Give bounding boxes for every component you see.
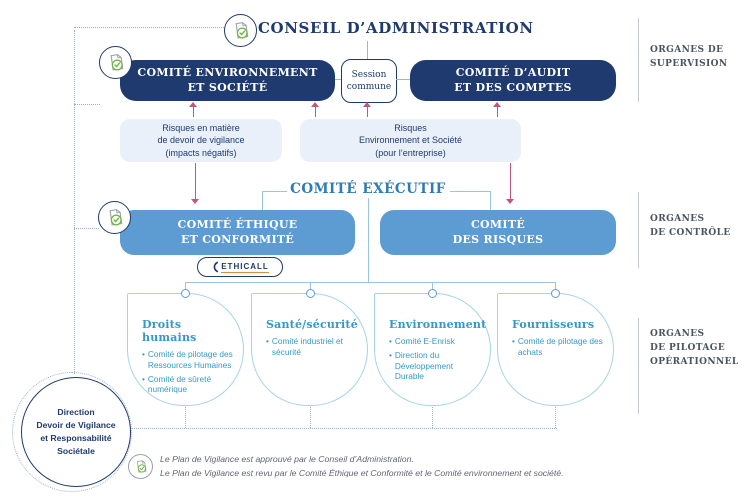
- executive-committee-title: COMITÉ EXÉCUTIF: [290, 181, 446, 197]
- page-title: CONSEIL D’ADMINISTRATION: [258, 19, 534, 37]
- arrow-up-line: [497, 107, 498, 117]
- side-rule-supervision: [638, 18, 639, 102]
- arrow-up-line: [193, 107, 194, 117]
- committee-risques-line2: DES RISQUES: [452, 232, 544, 246]
- direction-circle: [21, 377, 131, 487]
- dotted-drop-1: [185, 407, 186, 428]
- session-commune-box: [341, 59, 397, 103]
- arrow-down: [506, 199, 514, 204]
- committee-ethics-line2: ET CONFORMITÉ: [180, 232, 295, 246]
- op-title: Fournisseurs: [512, 318, 595, 331]
- left-dotted-spine: [74, 30, 75, 374]
- dotted-drop-3: [432, 407, 433, 428]
- env-committee-icon: [99, 46, 132, 79]
- risk-right-line3: (pour l’entreprise): [375, 147, 446, 158]
- exec-bracket-right-v: [490, 191, 491, 210]
- footnote-icon: [128, 454, 153, 479]
- connector-session-audit: [396, 79, 410, 80]
- label-line: DE CONTRÔLE: [650, 227, 731, 238]
- session-line2: commune: [346, 82, 392, 92]
- connector-node-4: [551, 289, 560, 298]
- title-session-connector: [367, 41, 368, 59]
- direction-line1: Direction: [57, 407, 95, 418]
- dotted-bottom-line: [128, 428, 557, 429]
- direction-line3: et Responsabilité: [40, 433, 112, 443]
- dotted-connector-title: [74, 27, 226, 28]
- risk-left-line3: (impacts négatifs): [165, 147, 237, 158]
- committee-env-line2: ET SOCIÉTÉ: [187, 80, 268, 94]
- risk-right-line2: Environnement et Société: [358, 135, 463, 146]
- dotted-drop-4: [555, 407, 556, 428]
- label-line: OPÉRATIONNEL: [650, 356, 739, 367]
- risk-left-line1: Risques en matière: [162, 122, 240, 133]
- exec-center-line: [368, 198, 369, 282]
- op-title: Santé/sécurité: [266, 318, 358, 331]
- committee-audit-line2: ET DES COMPTES: [454, 80, 572, 94]
- side-rule-pilotage: [638, 318, 639, 414]
- document-check-icon: [104, 51, 128, 75]
- connector-node-1: [181, 289, 190, 298]
- op-item-text: • Comité de sûreté numérique: [147, 373, 212, 395]
- op-item: [142, 374, 235, 396]
- label-organes-supervision: [650, 44, 728, 72]
- op-item: [142, 349, 235, 371]
- document-check-icon: [132, 458, 150, 476]
- dotted-drop-2: [310, 407, 311, 428]
- label-line: SUPERVISION: [650, 58, 728, 69]
- op-title: Droits humains: [142, 318, 197, 344]
- arrow-down-line: [510, 163, 511, 199]
- footnotes: [160, 453, 680, 481]
- op-shape-droits-humains: [127, 293, 244, 406]
- ethicall-badge: [197, 257, 283, 277]
- committee-ethique-conformite: [120, 210, 355, 255]
- arrow-down: [191, 199, 199, 204]
- committee-risques-line1: COMITÉ: [470, 218, 526, 232]
- op-item-text: • Comité de pilotage des Ressources Humaines: [147, 349, 233, 370]
- arrow-down-line: [195, 163, 196, 199]
- op-item-text: • Comité industriel et sécurité: [271, 336, 343, 357]
- op-item: [266, 336, 359, 358]
- footnote-line-2: Le Plan de Vigilance est revu par le Comité Éthique et Conformité et le Comité environnement et société.: [160, 467, 564, 478]
- committee-des-risques: [380, 210, 616, 255]
- exec-bracket-left-h: [262, 191, 287, 192]
- op-shape-sante-securite: [251, 293, 368, 406]
- committee-audit-comptes: [410, 60, 616, 101]
- risk-left-line2: de devoir de vigilance: [157, 135, 245, 146]
- plan-vigilance-icon: [224, 14, 257, 47]
- exec-bracket-left-v: [262, 191, 263, 210]
- op-title: Environnement: [389, 318, 487, 331]
- op-item-text: • Direction du Développement Durable: [394, 349, 454, 382]
- arrow-up-line: [367, 107, 368, 117]
- dotted-connector-ethics: [74, 228, 99, 229]
- side-rule-controle: [638, 192, 639, 268]
- op-item: [389, 336, 482, 347]
- session-line1: Session: [351, 69, 387, 80]
- op-shape-environnement: [374, 293, 491, 406]
- connector-node-3: [428, 289, 437, 298]
- op-shape-fournisseurs: [497, 293, 614, 406]
- direction-line4: Sociétale: [57, 445, 95, 456]
- op-item: [389, 350, 482, 382]
- arrow-up-line: [315, 107, 316, 117]
- risk-box-entreprise: [300, 119, 521, 162]
- risk-box-vigilance: [120, 119, 282, 162]
- committee-env-line1: COMITÉ ENVIRONNEMENT: [137, 66, 318, 80]
- label-line: ORGANES: [650, 329, 705, 339]
- ethicall-label: ETHICALL: [221, 261, 269, 271]
- footnote-line-1: Le Plan de Vigilance est approuvé par le Conseil d’Administration.: [160, 454, 414, 464]
- dotted-connector-env: [74, 104, 100, 105]
- connector-node-2: [306, 289, 315, 298]
- phone-icon: [211, 261, 219, 273]
- committee-environnement-societe: [120, 60, 335, 101]
- risk-right-line1: Risques: [394, 122, 427, 133]
- committee-audit-line1: COMITÉ D’AUDIT: [455, 66, 571, 80]
- direction-line2: Devoir de Vigilance: [36, 420, 116, 431]
- document-check-icon: [103, 206, 127, 230]
- label-line: ORGANES DE: [650, 45, 724, 55]
- distributor-line: [185, 282, 556, 283]
- label-organes-controle: [650, 213, 731, 241]
- label-organes-pilotage: [650, 328, 739, 370]
- op-item-text: • Comité de pilotage des achats: [517, 336, 603, 357]
- ethics-committee-icon: [98, 201, 131, 234]
- label-line: ORGANES: [650, 214, 705, 224]
- exec-bracket-right-h: [450, 191, 490, 192]
- document-check-icon: [229, 19, 253, 43]
- op-item: [512, 336, 605, 358]
- committee-ethics-line1: COMITÉ ÉTHIQUE: [177, 218, 298, 232]
- op-item-text: • Comité E-Enrisk: [394, 336, 455, 346]
- label-line: DE PILOTAGE: [650, 342, 726, 353]
